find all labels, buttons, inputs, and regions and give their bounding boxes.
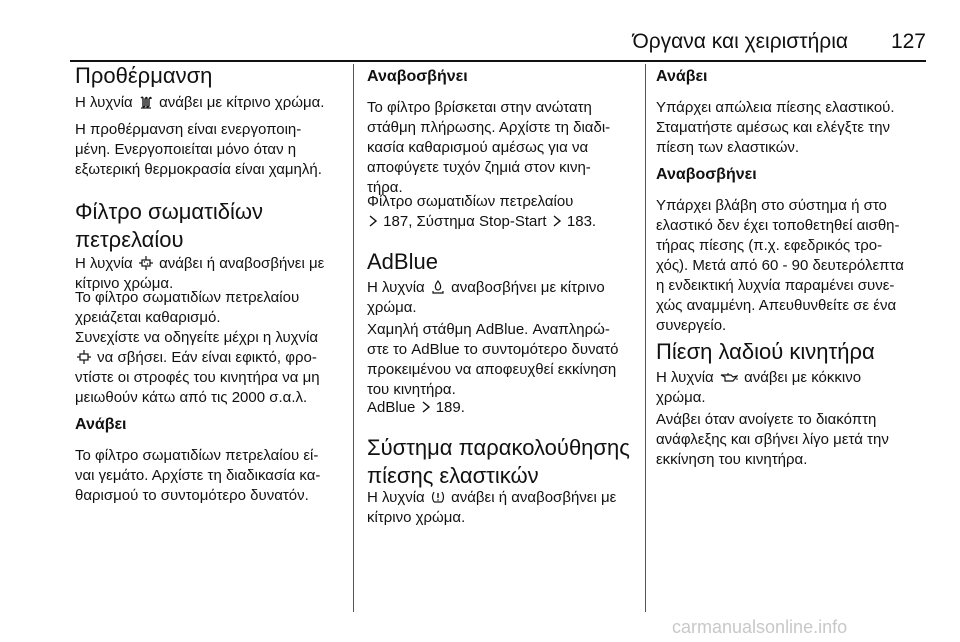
particulate-filter-icon bbox=[139, 256, 153, 270]
oil-description: Ανάβει όταν ανοίγετε το διακόπτη ανάφλεξης και σβήνει λίγο μετά την εκκίνηση του κινητήρα. bbox=[656, 411, 889, 468]
heading-tpms: Σύστημα παρακολούθησης πίεσης ελαστικών bbox=[367, 435, 630, 488]
preheat-coil-icon bbox=[139, 95, 153, 109]
dpf-lights-description: Το φίλτρο σωματιδίων πετρελαίου εί- ναι γεμάτο. Αρχίστε τη διαδικασία κα- θαρισμού το συντομότερο δυνατόν. bbox=[75, 447, 321, 504]
heading-oil-pressure: Πίεση λαδιού κινητήρα bbox=[656, 339, 875, 364]
adblue-cross-reference: AdBlue 189. bbox=[367, 399, 465, 416]
particulate-filter-icon bbox=[77, 350, 91, 364]
tpms-lamp-text: Η λυχνία ανάβει ή αναβοσβήνει με κίτρινο χρώμα. bbox=[367, 489, 617, 526]
page-header bbox=[70, 30, 926, 58]
tire-pressure-icon bbox=[431, 490, 445, 504]
chapter-title: Όργανα και χειριστήρια bbox=[632, 30, 848, 53]
heading-preheat: Προθέρμανση bbox=[75, 63, 213, 88]
adblue-lamp-text: Η λυχνία αναβοσβήνει με κίτρινο χρώμα. bbox=[367, 279, 605, 316]
cross-reference-arrow-icon bbox=[552, 215, 562, 227]
heading-dpf-flashes: Αναβοσβήνει bbox=[367, 68, 468, 85]
page-number: 127 bbox=[890, 30, 926, 53]
dpf-needs-cleaning: Το φίλτρο σωματιδίων πετρελαίου χρειάζεται καθαρισμό. bbox=[75, 289, 300, 326]
oil-can-icon bbox=[720, 370, 738, 384]
dpf-instructions: Συνεχίστε να οδηγείτε μέχρι η λυχνία να σβήσει. Εάν είναι εφικτό, φρο- ντίστε οι στροφές του κινητήρα να μη μειωθούν κάτω από τις 2000 σ.α.λ. bbox=[75, 329, 320, 406]
heading-tpms-flashes: Αναβοσβήνει bbox=[656, 166, 757, 183]
preheat-description: Η προθέρμανση είναι ενεργοποιη- μένη. Ενεργοποιείται μόνο όταν η εξωτερική θερμοκρασία είναι χαμηλή. bbox=[75, 121, 322, 178]
heading-tpms-lights: Ανάβει bbox=[656, 68, 708, 85]
adblue-description: Χαμηλή στάθμη AdBlue. Αναπληρώ- στε το AdBlue το συντομότερο δυνατό προκειμένου να αποφευχθεί εκκίνηση του κινητήρα. bbox=[367, 321, 619, 398]
tpms-lights-description: Υπάρχει απώλεια πίεσης ελαστικού. Σταματήστε αμέσως και ελέγξτε την πίεση των ελαστικών. bbox=[656, 99, 895, 156]
dpf-cross-references: Φίλτρο σωματιδίων πετρελαίου 187, Σύστημα Stop-Start 183. bbox=[367, 193, 597, 230]
cross-reference-arrow-icon bbox=[368, 215, 378, 227]
heading-adblue: AdBlue bbox=[367, 249, 438, 274]
tpms-flashes-description: Υπάρχει βλάβη στο σύστημα ή στο ελαστικό δεν έχει τοποθετηθεί αισθη- τήρας πίεσης (π.χ. εφεδρικός τρο- χός). Μετά από 60 - 90 δευτερόλεπτα η ενδεικτική λυχνία παραμένει συνε- χώς αναμμένη. Απευθυνθείτε σε ένα συνεργείο. bbox=[656, 197, 904, 334]
dpf-flashes-description: Το φίλτρο βρίσκεται στην ανώτατη στάθμη πλήρωσης. Αρχίστε τη διαδι- κασία καθαρισμού αμέσως για να αποφύγετε τυχόν ζημιά στον κινη- τήρα. bbox=[367, 99, 611, 196]
column-divider bbox=[645, 64, 646, 612]
dpf-lamp-text: Η λυχνία ανάβει ή αναβοσβήνει με κίτρινο χρώμα. bbox=[75, 255, 325, 292]
watermark: carmanualsonline.info bbox=[672, 617, 848, 637]
column-divider bbox=[353, 64, 354, 612]
heading-dpf-lights: Ανάβει bbox=[75, 416, 127, 433]
heading-dpf: Φίλτρο σωματιδίων πετρελαίου bbox=[75, 199, 264, 252]
adblue-icon bbox=[431, 280, 445, 294]
cross-reference-arrow-icon bbox=[421, 401, 431, 413]
oil-lamp-text: Η λυχνία ανάβει με κόκκινο χρώμα. bbox=[656, 369, 862, 406]
preheat-lamp-text: Η λυχνία ανάβει με κίτρινο χρώμα. bbox=[75, 94, 325, 111]
